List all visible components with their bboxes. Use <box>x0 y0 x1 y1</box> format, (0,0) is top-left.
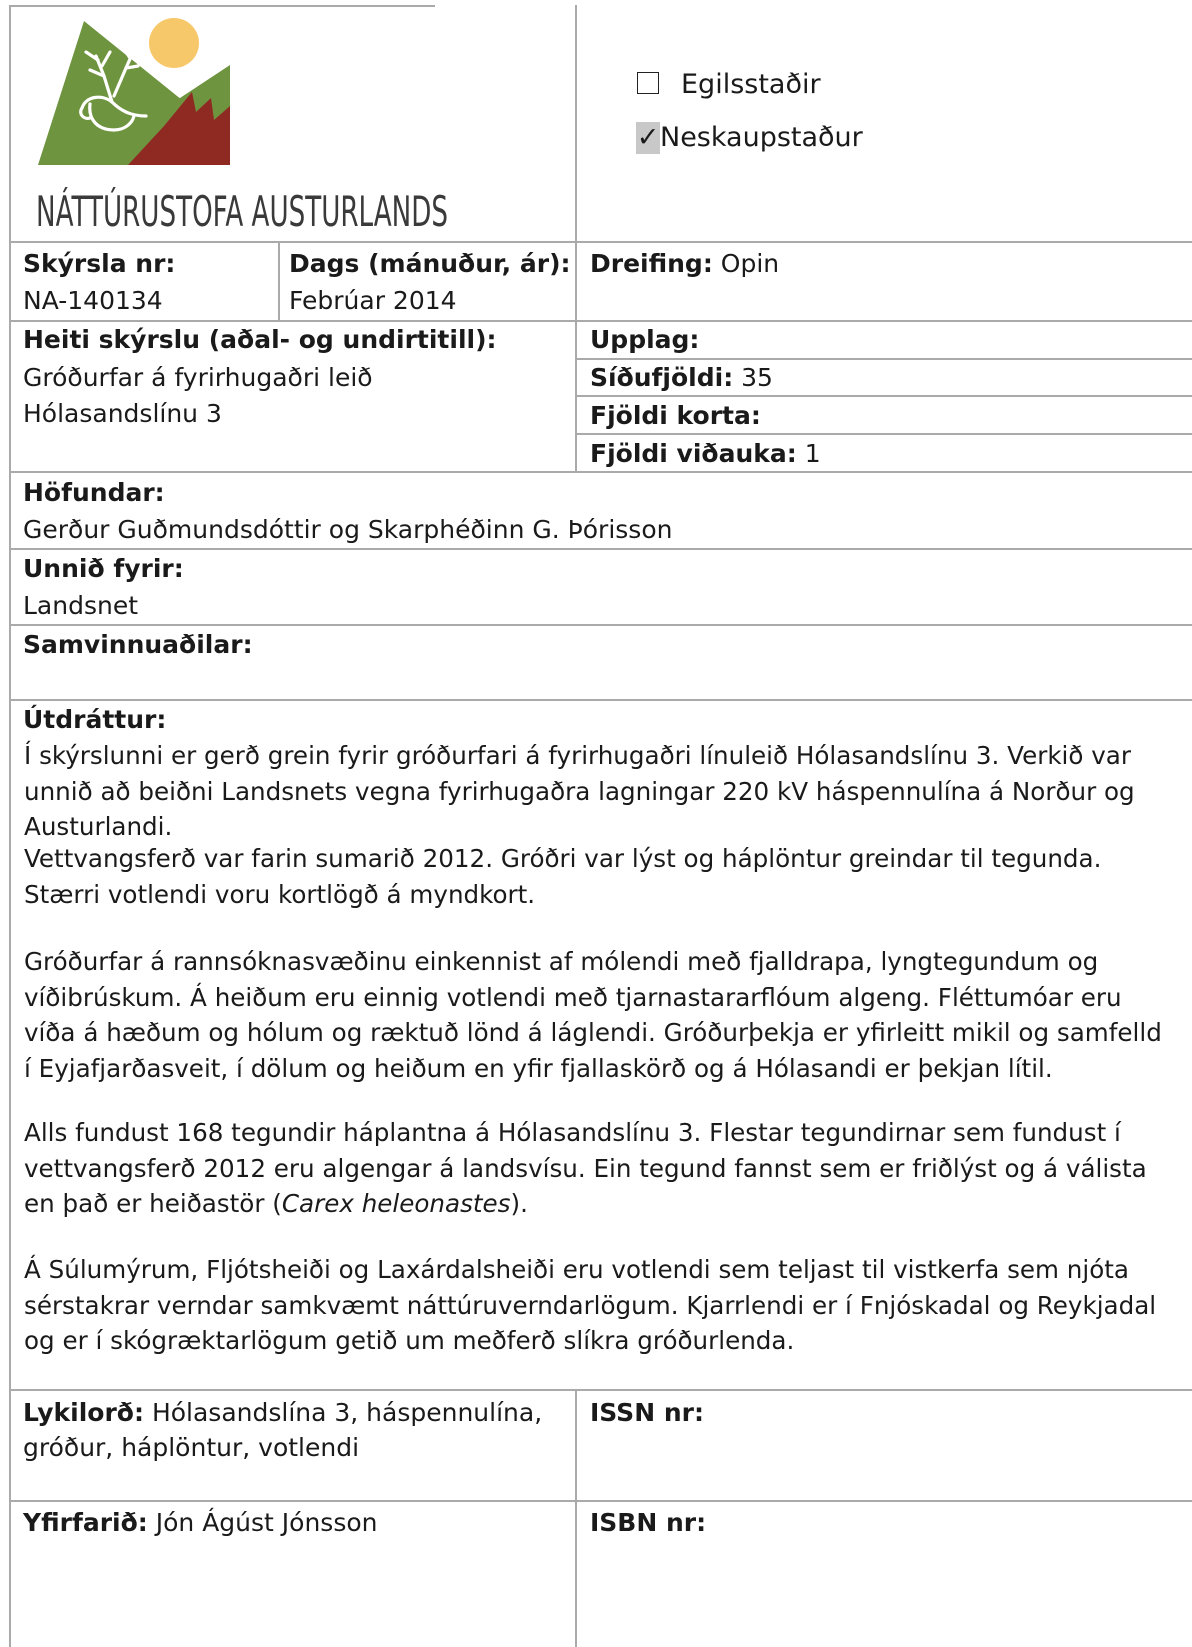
keywords-line-2: gróður, háplöntur, votlendi <box>23 1433 360 1462</box>
map-count-label: Fjöldi korta: <box>590 401 761 430</box>
border-mid-top <box>575 5 577 471</box>
border-row-2 <box>10 320 1192 322</box>
border-row-kort <box>576 433 1192 435</box>
keywords-field <box>23 1396 542 1430</box>
abstract-paragraph-4-text-b: ). <box>510 1189 528 1218</box>
species-name: Carex heleonastes <box>281 1189 511 1218</box>
report-title-line-1: Gróðurfar á fyrirhugaðri leið <box>23 363 373 392</box>
prepared-for-label: Unnið fyrir: <box>23 554 184 583</box>
location-option-neskaupstadur[interactable] <box>636 122 863 154</box>
page-count-field <box>590 361 773 395</box>
border-row-sidur <box>576 395 1192 397</box>
abstract-paragraph-3: Gróðurfar á rannsóknasvæðinu einkennist af mólendi með fjalldrapa, lyngtegundum og víðibrúskum. Á heiðum eru einnig votlendi með tjarnastararflóum algeng. Fléttumóar eru víða á hæðum og hólum og ræktuð lönd á láglendi. Gróðurþekja er yfirleitt mikil og samfelld í Eyjafjarðasveit, í dölum og heiðum en yfir fjallaskörð og á Hólasandi er þekjan lítil. <box>24 947 1162 1083</box>
border-col-date <box>278 241 280 320</box>
report-title-label: Heiti skýrslu (aðal- og undirtitill): <box>23 325 497 354</box>
keywords-label: Lykilorð: <box>23 1398 144 1427</box>
report-date-value: Febrúar 2014 <box>289 286 457 315</box>
location-option-egilsstadir[interactable] <box>637 69 821 101</box>
abstract-paragraph-2: Vettvangsferð var farin sumarið 2012. Gróðri var lýst og háplöntur greindar til tegunda. Stærri votlendi voru kortlögð á myndkort. <box>24 844 1102 909</box>
border-row-3 <box>10 471 1192 473</box>
distribution-label: Dreifing: <box>590 249 713 278</box>
border-row-5 <box>10 624 1192 626</box>
border-row-7 <box>10 1389 1192 1391</box>
distribution-field <box>590 247 779 281</box>
print-run-label: Upplag: <box>590 325 700 354</box>
organization-logo <box>34 16 264 168</box>
checkmark-icon[interactable]: ✓ <box>636 122 660 153</box>
report-number-value: NA-140134 <box>23 286 163 315</box>
abstract-paragraph-1: Í skýrslunni er gerð grein fyrir gróðurfari á fyrirhugaðri línuleið Hólasandslínu 3. Verkið var unnið að beiðni Landsnets vegna fyrirhugaðra lagningar 220 kV háspennulína á Norður og Austurlandi. <box>24 741 1135 841</box>
keywords-line-1: Hólasandslína 3, háspennulína, <box>151 1398 543 1427</box>
appendix-count-label: Fjöldi viðauka: <box>590 439 797 468</box>
organization-name-text: NÁTTÚRUSTOFA AUSTURLANDS <box>36 187 698 236</box>
abstract-paragraph-4-text-a: Alls fundust 168 tegundir háplantna á Hólasandslínu 3. Flestar tegundirnar sem fundust í vettvangsferð 2012 eru algengar á landsvísu. Ein tegund fannst sem er friðlýst og á válista en það er heiðastör ( <box>24 1118 1147 1218</box>
reviewed-value: Jón Ágúst Jónsson <box>155 1508 378 1537</box>
reviewed-field <box>23 1506 378 1540</box>
report-number-label: Skýrsla nr: <box>23 249 176 278</box>
report-title-line-2: Hólasandslínu 3 <box>23 399 222 428</box>
abstract-paragraph-5: Á Súlumýrum, Fljótsheiði og Laxárdalsheiði eru votlendi sem teljast til vistkerfa sem njóta sérstakrar verndar samkvæmt náttúruverndarlögum. Kjarrlendi er í Fnjóskadal og Reykjadal og er í skógræktarlögum getið um meðferð slíkra gróðurlenda. <box>24 1255 1157 1355</box>
abstract-paragraph-4 <box>24 1115 1174 1222</box>
distribution-value: Opin <box>720 249 780 278</box>
border-row-4 <box>10 548 1192 550</box>
border-row-8 <box>10 1500 1192 1502</box>
report-date-label: Dags (mánuður, ár): <box>289 249 571 278</box>
border-left <box>9 5 11 1647</box>
authors-value: Gerður Guðmundsdóttir og Skarphéðinn G. Þórisson <box>23 515 673 544</box>
appendix-count-value: 1 <box>804 439 821 468</box>
organization-name <box>34 178 698 240</box>
isbn-label: ISBN nr: <box>590 1508 707 1537</box>
reviewed-label: Yfirfarið: <box>23 1508 148 1537</box>
page-count-label: Síðufjöldi: <box>590 363 734 392</box>
partners-label: Samvinnuaðilar: <box>23 630 253 659</box>
logo-emblem-icon <box>34 16 264 168</box>
checkbox-unchecked-icon[interactable] <box>637 72 659 94</box>
page-count-value: 35 <box>741 363 773 392</box>
issn-label: ISSN nr: <box>590 1398 704 1427</box>
border-top <box>10 5 435 7</box>
location-label-neskaupstadur: Neskaupstaður <box>660 122 863 153</box>
location-label-egilsstadir: Egilsstaðir <box>681 69 821 100</box>
prepared-for-value: Landsnet <box>23 591 139 620</box>
border-row-6 <box>10 699 1192 701</box>
border-mid-bottom <box>575 1389 577 1647</box>
appendix-count-field <box>590 437 821 471</box>
abstract-label: Útdráttur: <box>23 705 167 734</box>
border-row-1 <box>10 241 1192 243</box>
border-row-upplag <box>576 358 1192 360</box>
authors-label: Höfundar: <box>23 478 165 507</box>
